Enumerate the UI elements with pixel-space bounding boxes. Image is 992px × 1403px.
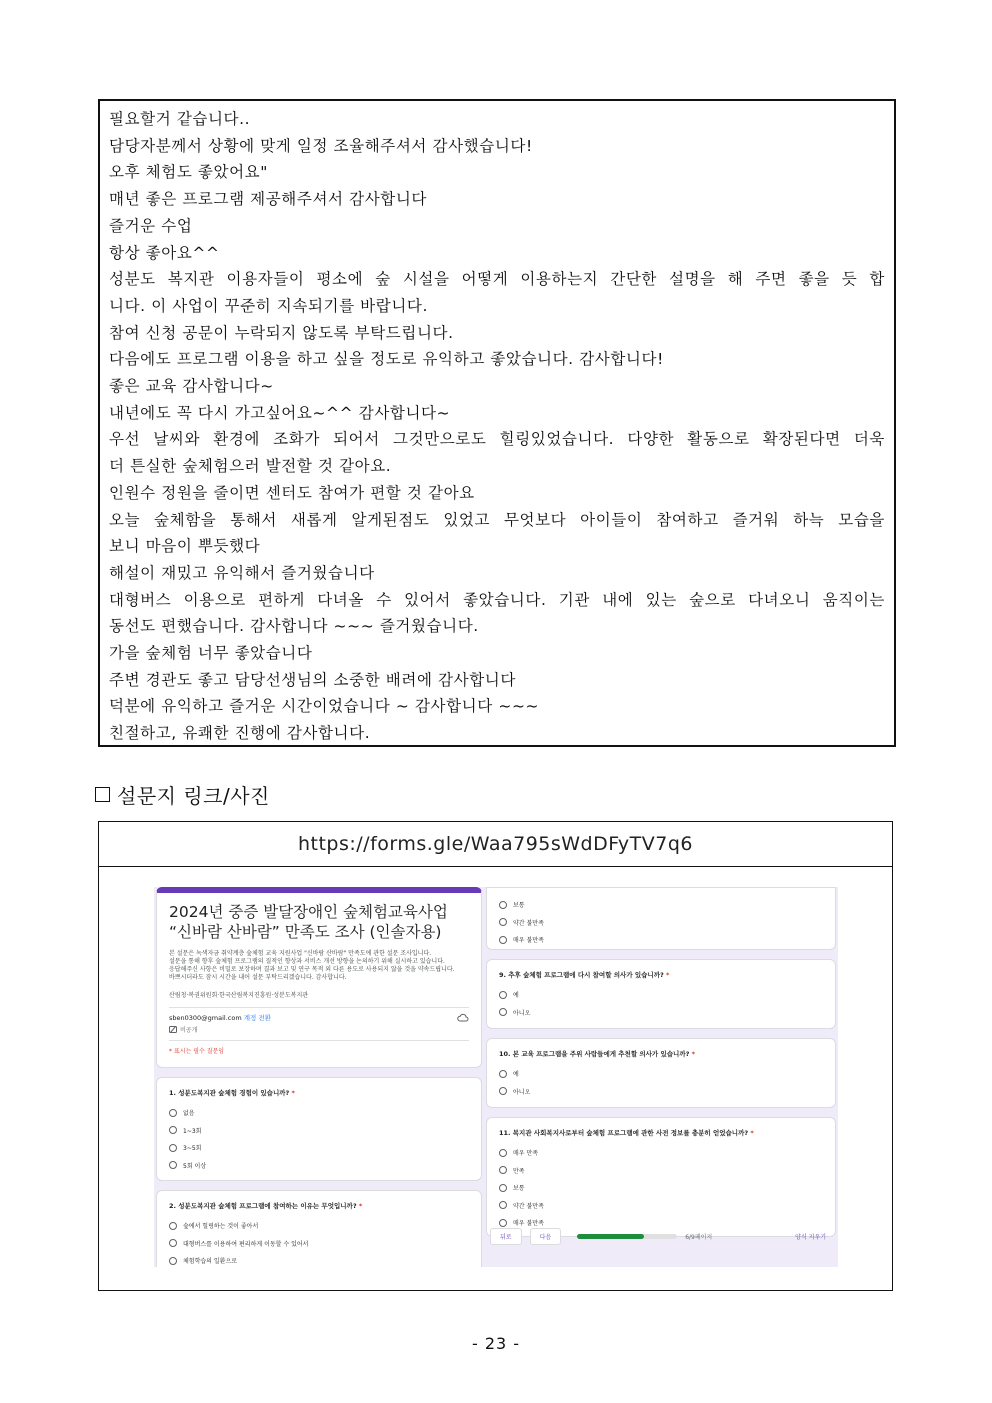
feedback-line: 오늘 숲체함을 통해서 새롭게 알게된점도 있었고 무엇보다 아이들이 참여하고 즐거워 하늑 모습을 [109, 510, 885, 529]
radio-option[interactable]: 1~3회 [169, 1122, 469, 1140]
radio-option[interactable]: 숲에서 힐링하는 것이 좋아서 [169, 1217, 469, 1235]
feedback-line: 내년에도 꼭 다시 가고싶어요~^^ 감사합니다~ [109, 403, 451, 422]
feedback-line: 동선도 편했습니다. 감사합니다 ~~~ 즐거웠습니다. [109, 617, 479, 636]
account-email: sben0300@gmail.com [169, 1014, 242, 1022]
progress-bar [577, 1234, 677, 1239]
section-heading-text: 설문지 링크/사진 [117, 784, 270, 808]
feedback-line: 매년 좋은 프로그램 제공해주셔서 감사합니다 [109, 190, 427, 209]
radio-option[interactable]: 대형버스를 이용하여 편리하게 이동할 수 있어서 [169, 1235, 469, 1253]
radio-option[interactable]: 5회 이상 [169, 1157, 469, 1175]
survey-form-screenshot [154, 887, 838, 1267]
radio-button-icon[interactable] [499, 1008, 507, 1016]
private-icon [169, 1026, 177, 1033]
feedback-line: 오후 체험도 좋았어요" [109, 163, 268, 182]
form-right-column [486, 887, 836, 1246]
radio-option[interactable]: 매우 만족 [499, 1144, 823, 1162]
radio-option[interactable]: 체험학습의 일환으로 [169, 1252, 469, 1267]
cloud-icon [457, 1013, 469, 1022]
radio-button-icon[interactable] [499, 1149, 507, 1157]
radio-option[interactable]: 예 [499, 1065, 823, 1083]
radio-option[interactable]: 매우 불만족 [499, 1214, 823, 1232]
switch-account-link[interactable]: 계정 전환 [243, 1014, 271, 1022]
radio-button-icon[interactable] [169, 1239, 177, 1247]
radio-option[interactable]: 약간 불만족 [499, 1197, 823, 1215]
question-title: 9. 추후 숲체험 프로그램에 다시 참여할 의사가 있습니까? * [499, 971, 670, 979]
next-button[interactable]: 다음 [530, 1228, 562, 1245]
radio-button-icon[interactable] [169, 1109, 177, 1117]
survey-link[interactable]: https://forms.gle/Waa795sWdDFyTV7q6 [99, 822, 892, 867]
feedback-line: 니다. 이 사업이 꾸준히 지속되기를 바랍니다. [109, 296, 429, 315]
feedback-line: 좋은 교육 감사합니다~ [109, 377, 274, 396]
feedback-box [98, 99, 896, 747]
feedback-line: 주변 경관도 좋고 담당선생님의 소중한 배려에 감사합니다 [109, 670, 516, 689]
form-left-column [156, 887, 482, 1267]
radio-option[interactable]: 만족 [499, 1162, 823, 1180]
question-card-8-tail [486, 887, 836, 950]
question-title: 2. 성분도복지관 숲체험 프로그램에 참여하는 이유는 무엇입니까? * [169, 1202, 363, 1210]
form-description-line: 응답해주신 사항은 비밀로 보장하며 결과 보고 및 연구 목적 외 다른 용도로 사용되지 않을 것을 약속드립니다. [169, 966, 455, 973]
back-button[interactable]: 뒤로 [490, 1228, 522, 1245]
radio-option[interactable]: 약간 불만족 [499, 914, 823, 932]
radio-button-icon[interactable] [169, 1222, 177, 1230]
feedback-line: 친절하고, 유쾌한 진행에 감사합니다. [109, 724, 371, 743]
required-note: * 표시는 필수 질문임 [169, 1040, 469, 1055]
radio-button-icon[interactable] [169, 1257, 177, 1265]
account-row [169, 1007, 469, 1022]
form-organizations: 산림청·복권위원회·한국산림복지진흥원·성분도복지관 [169, 992, 309, 999]
feedback-line: 대형버스 이용으로 편하게 다녀올 수 있어서 좋았습니다. 기관 내에 있는 숲으로 다녀오니 움직이는 [109, 590, 885, 609]
survey-link-table [98, 821, 893, 1291]
feedback-line: 참여 신청 공문이 누락되지 않도록 부탁드립니다. [109, 323, 454, 342]
question-card-11 [486, 1117, 836, 1237]
question-title: 1. 성분도복지관 숲체험 경험이 있습니까? * [169, 1089, 295, 1097]
radio-option[interactable]: 아니오 [499, 1004, 823, 1022]
radio-button-icon[interactable] [499, 1087, 507, 1095]
feedback-line: 가을 숲체험 너무 좋았습니다 [109, 644, 313, 663]
progress-bar-fill [577, 1234, 644, 1239]
radio-button-icon[interactable] [499, 918, 507, 926]
page-indicator: 6/9페이지 [685, 1233, 713, 1241]
checkbox-square-icon [95, 787, 110, 802]
form-description-line: 본 설문은 녹색자금 취약계층 숲체험 교육 지원사업 "신바람 산바람" 만족도에 관한 설문 조사입니다. [169, 950, 432, 957]
private-row [169, 1025, 469, 1034]
feedback-line: 해설이 재밌고 유익해서 즐거웠습니다 [109, 563, 375, 582]
form-description-line: 설문을 통해 향후 숲체험 프로그램의 질적인 향상과 서비스 개선 방향을 논의하기 위해 실시하고 있습니다. [169, 958, 445, 965]
form-title: 2024년 중증 발달장애인 숲체험교육사업 “신바람 산바람” 만족도 조사 (인솔자용) [169, 903, 448, 941]
form-description [169, 950, 469, 982]
feedback-line: 더 튼실한 숲체험으러 발전할 것 같아요. [109, 457, 392, 476]
radio-button-icon[interactable] [499, 1166, 507, 1174]
radio-button-icon[interactable] [499, 991, 507, 999]
radio-button-icon[interactable] [169, 1144, 177, 1152]
clear-form-button[interactable]: 양식 지우기 [795, 1233, 826, 1241]
radio-option[interactable]: 보통 [499, 896, 823, 914]
private-label: 비공개 [180, 1027, 198, 1034]
radio-option[interactable]: 보통 [499, 1179, 823, 1197]
radio-option[interactable]: 없음 [169, 1104, 469, 1122]
feedback-line: 즐거운 수업 [109, 216, 193, 235]
form-description-line: 바쁘시더라도 잠시 시간을 내어 설문 부탁드리겠습니다. 감사합니다. [169, 974, 347, 981]
question-card-2 [156, 1190, 482, 1267]
radio-button-icon[interactable] [169, 1126, 177, 1134]
feedback-line: 항상 좋아요^^ [109, 243, 220, 262]
radio-button-icon[interactable] [499, 936, 507, 944]
feedback-line: 덕분에 유익하고 즐거운 시간이었습니다 ~ 감사합니다 ~~~ [109, 697, 540, 716]
question-card-10 [486, 1038, 836, 1108]
radio-option[interactable]: 3~5회 [169, 1139, 469, 1157]
feedback-line: 인원수 정원을 줄이면 센터도 참여가 편할 것 같아요 [109, 483, 475, 502]
feedback-line: 필요할거 같습니다.. [109, 110, 251, 128]
radio-button-icon[interactable] [499, 901, 507, 909]
section-heading [95, 780, 270, 809]
question-card-1 [156, 1077, 482, 1181]
question-title: 11. 복지관 사회복지사로부터 숲체험 프로그램에 관한 사전 정보를 충분히 얻었습니까? * [499, 1129, 754, 1137]
feedback-line: 다음에도 프로그램 이용을 하고 싶을 정도로 유익하고 좋았습니다. 감사합니다! [109, 350, 664, 369]
feedback-line: 담당자분께서 상황에 맞게 일정 조율해주셔서 감사했습니다! [109, 136, 533, 155]
form-nav-bar [486, 1226, 836, 1246]
radio-option[interactable]: 아니오 [499, 1083, 823, 1101]
question-title: 10. 본 교육 프로그램을 주위 사람들에게 추천할 의사가 있습니까? * [499, 1050, 696, 1058]
form-header-card [156, 887, 482, 1068]
feedback-line: 우선 날씨와 환경에 조화가 되어서 그것만으로도 힐링있었습니다. 다양한 활동으로 확장된다면 더욱 [109, 430, 885, 449]
question-card-9 [486, 959, 836, 1029]
feedback-line: 성분도 복지관 이용자들이 평소에 숲 시설을 어떻게 이용하는지 간단한 설명을 해 주면 좋을 듯 합 [109, 270, 885, 289]
radio-option[interactable]: 매우 불만족 [499, 931, 823, 949]
radio-button-icon[interactable] [499, 1201, 507, 1209]
radio-button-icon[interactable] [499, 1184, 507, 1192]
radio-button-icon[interactable] [499, 1070, 507, 1078]
radio-button-icon[interactable] [169, 1161, 177, 1169]
feedback-line: 보니 마음이 뿌듯했다 [109, 537, 261, 556]
radio-option[interactable]: 예 [499, 986, 823, 1004]
page-number: - 23 - [471, 1334, 521, 1353]
